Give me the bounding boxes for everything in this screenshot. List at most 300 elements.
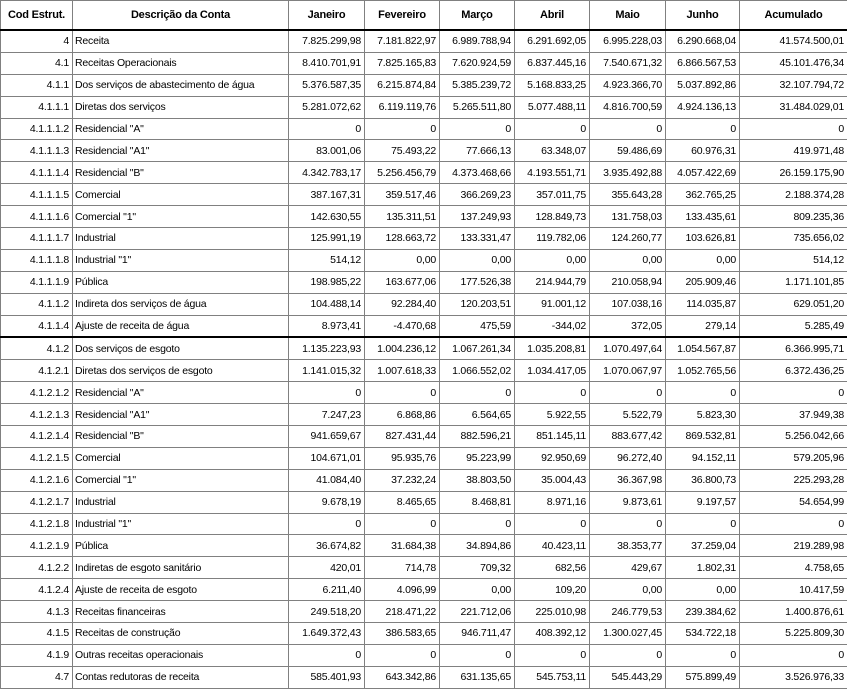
cell-description: Receita (73, 30, 289, 52)
cell-month-value: 5.385.239,72 (440, 74, 515, 96)
cell-month-value: 0,00 (590, 249, 666, 271)
cell-code: 4.1.1.1.9 (1, 271, 73, 293)
cell-month-value: 177.526,38 (440, 271, 515, 293)
cell-month-value: 0 (666, 513, 740, 535)
cell-accumulated: 5.256.042,66 (740, 426, 847, 448)
cell-month-value: 359.517,46 (365, 184, 440, 206)
cell-description: Outras receitas operacionais (73, 644, 289, 666)
cell-month-value: 92.950,69 (515, 447, 590, 469)
cell-accumulated: 0 (740, 513, 847, 535)
cell-month-value: 882.596,21 (440, 426, 515, 448)
cell-month-value: 35.004,43 (515, 469, 590, 491)
cell-month-value: 7.540.671,32 (590, 52, 666, 74)
cell-description: Residencial "A1" (73, 404, 289, 426)
table-row (1, 513, 847, 535)
cell-description: Pública (73, 271, 289, 293)
header-row (1, 1, 847, 31)
cell-description: Residencial "A" (73, 382, 289, 404)
cell-month-value: 75.493,22 (365, 140, 440, 162)
cell-month-value: 0 (515, 513, 590, 535)
cell-description: Residencial "B" (73, 162, 289, 184)
header-abril: Abril (515, 1, 590, 31)
cell-accumulated: 26.159.175,90 (740, 162, 847, 184)
cell-month-value: 5.281.072,62 (289, 96, 365, 118)
cell-month-value: 135.311,51 (365, 206, 440, 228)
cell-month-value: 4.923.366,70 (590, 74, 666, 96)
cell-code: 4.1.2.1.6 (1, 469, 73, 491)
cell-month-value: 95.223,99 (440, 447, 515, 469)
cell-month-value: 5.256.456,79 (365, 162, 440, 184)
cell-month-value: 475,59 (440, 315, 515, 337)
cell-month-value: 366.269,23 (440, 184, 515, 206)
cell-month-value: 41.084,40 (289, 469, 365, 491)
cell-month-value: 631.135,65 (440, 666, 515, 688)
cell-accumulated: 4.758,65 (740, 557, 847, 579)
cell-accumulated: 5.225.809,30 (740, 623, 847, 645)
cell-month-value: 214.944,79 (515, 271, 590, 293)
cell-code: 4.1.1.1.3 (1, 140, 73, 162)
cell-month-value: 0,00 (440, 579, 515, 601)
cell-accumulated: 735.656,02 (740, 228, 847, 250)
cell-month-value: 128.663,72 (365, 228, 440, 250)
cell-month-value: 0 (590, 382, 666, 404)
cell-accumulated: 219.289,98 (740, 535, 847, 557)
cell-month-value: 221.712,06 (440, 601, 515, 623)
cell-month-value: 387.167,31 (289, 184, 365, 206)
cell-code: 4.1.2.1.2 (1, 382, 73, 404)
cell-month-value: 225.010,98 (515, 601, 590, 623)
cell-month-value: 119.782,06 (515, 228, 590, 250)
cell-accumulated: 41.574.500,01 (740, 30, 847, 52)
cell-month-value: 7.825.299,98 (289, 30, 365, 52)
cell-code: 4.1.1.1.8 (1, 249, 73, 271)
cell-month-value: 9.678,19 (289, 491, 365, 513)
cell-month-value: 114.035,87 (666, 293, 740, 315)
cell-accumulated: 2.188.374,28 (740, 184, 847, 206)
cell-month-value: 1.649.372,43 (289, 623, 365, 645)
cell-month-value: 643.342,86 (365, 666, 440, 688)
cell-month-value: 827.431,44 (365, 426, 440, 448)
cell-month-value: 7.620.924,59 (440, 52, 515, 74)
cell-accumulated: 1.400.876,61 (740, 601, 847, 623)
cell-code: 4.1.2.1.5 (1, 447, 73, 469)
cell-month-value: 8.973,41 (289, 315, 365, 337)
table-row (1, 162, 847, 184)
cell-month-value: 40.423,11 (515, 535, 590, 557)
cell-month-value: 107.038,16 (590, 293, 666, 315)
cell-description: Indireta dos serviços de água (73, 293, 289, 315)
cell-accumulated: 514,12 (740, 249, 847, 271)
table-row (1, 579, 847, 601)
cell-month-value: 37.232,24 (365, 469, 440, 491)
cell-month-value: 8.468,81 (440, 491, 515, 513)
cell-description: Comercial "1" (73, 469, 289, 491)
cell-month-value: 133.331,47 (440, 228, 515, 250)
cell-month-value: 0 (590, 644, 666, 666)
cell-month-value: 103.626,81 (666, 228, 740, 250)
cell-month-value: 1.802,31 (666, 557, 740, 579)
cell-month-value: 0,00 (666, 249, 740, 271)
cell-month-value: 7.181.822,97 (365, 30, 440, 52)
header-maio: Maio (590, 1, 666, 31)
cell-description: Dos serviços de esgoto (73, 337, 289, 359)
cell-month-value: 1.135.223,93 (289, 337, 365, 359)
cell-description: Ajuste de receita de esgoto (73, 579, 289, 601)
table-row (1, 118, 847, 140)
cell-month-value: 545.753,11 (515, 666, 590, 688)
cell-month-value: 4.193.551,71 (515, 162, 590, 184)
cell-month-value: 5.168.833,25 (515, 74, 590, 96)
cell-code: 4.1.1.2 (1, 293, 73, 315)
cell-month-value: 534.722,18 (666, 623, 740, 645)
cell-month-value: 0 (365, 644, 440, 666)
cell-description: Indiretas de esgoto sanitário (73, 557, 289, 579)
cell-month-value: 36.800,73 (666, 469, 740, 491)
table-row (1, 360, 847, 382)
cell-code: 4.1.2.2 (1, 557, 73, 579)
cell-code: 4.1.1.1 (1, 96, 73, 118)
cell-month-value: 104.488,14 (289, 293, 365, 315)
cell-accumulated: 0 (740, 382, 847, 404)
cell-month-value: 6.211,40 (289, 579, 365, 601)
cell-month-value: 420,01 (289, 557, 365, 579)
header-junho: Junho (666, 1, 740, 31)
cell-month-value: 709,32 (440, 557, 515, 579)
cell-month-value: 1.034.417,05 (515, 360, 590, 382)
cell-month-value: 7.825.165,83 (365, 52, 440, 74)
cell-description: Industrial (73, 491, 289, 513)
cell-month-value: 4.924.136,13 (666, 96, 740, 118)
table-row (1, 52, 847, 74)
cell-month-value: 0 (515, 644, 590, 666)
table-row (1, 96, 847, 118)
header-fevereiro: Fevereiro (365, 1, 440, 31)
table-row (1, 30, 847, 52)
cell-accumulated: 419.971,48 (740, 140, 847, 162)
cell-month-value: 218.471,22 (365, 601, 440, 623)
cell-month-value: 163.677,06 (365, 271, 440, 293)
cell-month-value: 0 (289, 513, 365, 535)
cell-month-value: 5.077.488,11 (515, 96, 590, 118)
cell-month-value: 1.070.497,64 (590, 337, 666, 359)
cell-code: 4.1.2.1.4 (1, 426, 73, 448)
cell-month-value: 5.922,55 (515, 404, 590, 426)
cell-month-value: 6.868,86 (365, 404, 440, 426)
header-descricao: Descrição da Conta (73, 1, 289, 31)
cell-month-value: 8.465,65 (365, 491, 440, 513)
cell-month-value: 1.054.567,87 (666, 337, 740, 359)
cell-month-value: 1.300.027,45 (590, 623, 666, 645)
cell-month-value: 6.119.119,76 (365, 96, 440, 118)
cell-month-value: 362.765,25 (666, 184, 740, 206)
cell-month-value: -344,02 (515, 315, 590, 337)
cell-description: Ajuste de receita de água (73, 315, 289, 337)
cell-month-value: 0 (289, 644, 365, 666)
cell-code: 4.1.1.4 (1, 315, 73, 337)
cell-month-value: 0 (440, 644, 515, 666)
cell-code: 4 (1, 30, 73, 52)
cell-accumulated: 54.654,99 (740, 491, 847, 513)
cell-month-value: 714,78 (365, 557, 440, 579)
cell-month-value: 9.197,57 (666, 491, 740, 513)
cell-code: 4.1.2 (1, 337, 73, 359)
cell-month-value: 210.058,94 (590, 271, 666, 293)
cell-code: 4.1.2.1.9 (1, 535, 73, 557)
cell-code: 4.1.5 (1, 623, 73, 645)
table-row (1, 469, 847, 491)
cell-month-value: 6.291.692,05 (515, 30, 590, 52)
cell-month-value: 682,56 (515, 557, 590, 579)
cell-description: Industrial (73, 228, 289, 250)
cell-code: 4.1 (1, 52, 73, 74)
table-row (1, 184, 847, 206)
cell-month-value: 386.583,65 (365, 623, 440, 645)
cell-description: Comercial "1" (73, 206, 289, 228)
cell-month-value: 95.935,76 (365, 447, 440, 469)
cell-code: 4.1.9 (1, 644, 73, 666)
cell-month-value: 1.007.618,33 (365, 360, 440, 382)
cell-month-value: 4.816.700,59 (590, 96, 666, 118)
cell-month-value: 355.643,28 (590, 184, 666, 206)
cell-month-value: 77.666,13 (440, 140, 515, 162)
cell-month-value: 429,67 (590, 557, 666, 579)
cell-month-value: 4.057.422,69 (666, 162, 740, 184)
cell-month-value: 8.971,16 (515, 491, 590, 513)
cell-description: Comercial (73, 184, 289, 206)
cell-code: 4.1.2.1.7 (1, 491, 73, 513)
cell-month-value: -4.470,68 (365, 315, 440, 337)
cell-month-value: 83.001,06 (289, 140, 365, 162)
table-row (1, 557, 847, 579)
cell-month-value: 851.145,11 (515, 426, 590, 448)
cell-month-value: 408.392,12 (515, 623, 590, 645)
cell-month-value: 941.659,67 (289, 426, 365, 448)
cell-accumulated: 6.366.995,71 (740, 337, 847, 359)
cell-month-value: 133.435,61 (666, 206, 740, 228)
cell-month-value: 9.873,61 (590, 491, 666, 513)
cell-month-value: 128.849,73 (515, 206, 590, 228)
cell-description: Contas redutoras de receita (73, 666, 289, 688)
cell-month-value: 59.486,69 (590, 140, 666, 162)
cell-month-value: 5.522,79 (590, 404, 666, 426)
cell-accumulated: 225.293,28 (740, 469, 847, 491)
cell-month-value: 0 (365, 382, 440, 404)
cell-month-value: 4.373.468,66 (440, 162, 515, 184)
cell-month-value: 4.342.783,17 (289, 162, 365, 184)
table-row (1, 426, 847, 448)
cell-month-value: 1.004.236,12 (365, 337, 440, 359)
cell-code: 4.1.2.1.3 (1, 404, 73, 426)
cell-month-value: 6.866.567,53 (666, 52, 740, 74)
table-row (1, 382, 847, 404)
table-row (1, 623, 847, 645)
cell-month-value: 0 (440, 118, 515, 140)
cell-month-value: 8.410.701,91 (289, 52, 365, 74)
cell-code: 4.1.1 (1, 74, 73, 96)
cell-code: 4.1.2.4 (1, 579, 73, 601)
table-row (1, 271, 847, 293)
cell-description: Residencial "A1" (73, 140, 289, 162)
cell-description: Receitas Operacionais (73, 52, 289, 74)
cell-month-value: 946.711,47 (440, 623, 515, 645)
cell-month-value: 0 (590, 513, 666, 535)
cell-month-value: 94.152,11 (666, 447, 740, 469)
cell-description: Industrial "1" (73, 249, 289, 271)
cell-month-value: 6.290.668,04 (666, 30, 740, 52)
cell-month-value: 92.284,40 (365, 293, 440, 315)
cell-description: Receitas financeiras (73, 601, 289, 623)
cell-month-value: 36.367,98 (590, 469, 666, 491)
cell-description: Diretas dos serviços (73, 96, 289, 118)
cell-accumulated: 0 (740, 118, 847, 140)
cell-accumulated: 37.949,38 (740, 404, 847, 426)
table-row (1, 74, 847, 96)
cell-month-value: 0 (590, 118, 666, 140)
cell-month-value: 372,05 (590, 315, 666, 337)
cell-month-value: 120.203,51 (440, 293, 515, 315)
table-row (1, 140, 847, 162)
cell-description: Comercial (73, 447, 289, 469)
header-acumulado: Acumulado (740, 1, 847, 31)
table-row (1, 644, 847, 666)
cell-month-value: 31.684,38 (365, 535, 440, 557)
cell-accumulated: 5.285,49 (740, 315, 847, 337)
cell-month-value: 239.384,62 (666, 601, 740, 623)
cell-month-value: 34.894,86 (440, 535, 515, 557)
cell-accumulated: 0 (740, 644, 847, 666)
cell-month-value: 0 (365, 118, 440, 140)
cell-accumulated: 809.235,36 (740, 206, 847, 228)
cell-description: Diretas dos serviços de esgoto (73, 360, 289, 382)
cell-code: 4.1.3 (1, 601, 73, 623)
cell-code: 4.1.2.1.8 (1, 513, 73, 535)
cell-month-value: 0,00 (365, 249, 440, 271)
table-row (1, 228, 847, 250)
header-cod-estrut: Cod Estrut. (1, 1, 73, 31)
cell-month-value: 249.518,20 (289, 601, 365, 623)
cell-code: 4.7 (1, 666, 73, 688)
cell-month-value: 142.630,55 (289, 206, 365, 228)
cell-month-value: 5.823,30 (666, 404, 740, 426)
cell-code: 4.1.2.1 (1, 360, 73, 382)
cell-description: Industrial "1" (73, 513, 289, 535)
header-janeiro: Janeiro (289, 1, 365, 31)
cell-accumulated: 31.484.029,01 (740, 96, 847, 118)
cell-month-value: 1.070.067,97 (590, 360, 666, 382)
cell-month-value: 0 (289, 382, 365, 404)
cell-description: Residencial "B" (73, 426, 289, 448)
cell-month-value: 124.260,77 (590, 228, 666, 250)
cell-month-value: 60.976,31 (666, 140, 740, 162)
cell-month-value: 109,20 (515, 579, 590, 601)
cell-month-value: 125.991,19 (289, 228, 365, 250)
cell-month-value: 279,14 (666, 315, 740, 337)
cell-month-value: 0 (666, 382, 740, 404)
cell-month-value: 63.348,07 (515, 140, 590, 162)
cell-description: Dos serviços de abastecimento de água (73, 74, 289, 96)
cell-month-value: 1.141.015,32 (289, 360, 365, 382)
table-row (1, 601, 847, 623)
cell-month-value: 0,00 (440, 249, 515, 271)
table-row (1, 315, 847, 337)
cell-code: 4.1.1.1.5 (1, 184, 73, 206)
cell-month-value: 1.035.208,81 (515, 337, 590, 359)
cell-month-value: 0 (365, 513, 440, 535)
cell-code: 4.1.1.1.4 (1, 162, 73, 184)
cell-month-value: 0 (515, 118, 590, 140)
cell-accumulated: 579.205,96 (740, 447, 847, 469)
cell-month-value: 6.989.788,94 (440, 30, 515, 52)
table-row (1, 337, 847, 359)
cell-month-value: 0 (440, 513, 515, 535)
table-row (1, 293, 847, 315)
header-marco: Março (440, 1, 515, 31)
cell-accumulated: 45.101.476,34 (740, 52, 847, 74)
cell-code: 4.1.1.1.2 (1, 118, 73, 140)
cell-month-value: 104.671,01 (289, 447, 365, 469)
cell-month-value: 0 (666, 644, 740, 666)
cell-month-value: 0,00 (515, 249, 590, 271)
cell-month-value: 91.001,12 (515, 293, 590, 315)
cell-accumulated: 32.107.794,72 (740, 74, 847, 96)
cell-month-value: 1.066.552,02 (440, 360, 515, 382)
cell-month-value: 545.443,29 (590, 666, 666, 688)
cell-accumulated: 3.526.976,33 (740, 666, 847, 688)
cell-month-value: 357.011,75 (515, 184, 590, 206)
cell-month-value: 0,00 (666, 579, 740, 601)
cell-month-value: 5.376.587,35 (289, 74, 365, 96)
table-row (1, 535, 847, 557)
cell-month-value: 36.674,82 (289, 535, 365, 557)
cell-code: 4.1.1.1.7 (1, 228, 73, 250)
cell-month-value: 869.532,81 (666, 426, 740, 448)
cell-accumulated: 629.051,20 (740, 293, 847, 315)
cell-month-value: 4.096,99 (365, 579, 440, 601)
cell-month-value: 246.779,53 (590, 601, 666, 623)
cell-month-value: 1.067.261,34 (440, 337, 515, 359)
cell-code: 4.1.1.1.6 (1, 206, 73, 228)
cell-month-value: 5.265.511,80 (440, 96, 515, 118)
cell-month-value: 3.935.492,88 (590, 162, 666, 184)
cell-month-value: 6.837.445,16 (515, 52, 590, 74)
cell-month-value: 575.899,49 (666, 666, 740, 688)
cell-month-value: 6.215.874,84 (365, 74, 440, 96)
cell-month-value: 38.803,50 (440, 469, 515, 491)
cell-accumulated: 6.372.436,25 (740, 360, 847, 382)
cell-month-value: 0 (666, 118, 740, 140)
table-row (1, 404, 847, 426)
cell-accumulated: 10.417,59 (740, 579, 847, 601)
cell-month-value: 6.995.228,03 (590, 30, 666, 52)
table-body (1, 30, 847, 688)
cell-description: Residencial "A" (73, 118, 289, 140)
table-row (1, 206, 847, 228)
cell-month-value: 0 (289, 118, 365, 140)
cell-month-value: 137.249,93 (440, 206, 515, 228)
cell-month-value: 205.909,46 (666, 271, 740, 293)
cell-description: Receitas de construção (73, 623, 289, 645)
cell-month-value: 198.985,22 (289, 271, 365, 293)
cell-month-value: 7.247,23 (289, 404, 365, 426)
cell-month-value: 514,12 (289, 249, 365, 271)
cell-month-value: 5.037.892,86 (666, 74, 740, 96)
cell-month-value: 38.353,77 (590, 535, 666, 557)
cell-description: Pública (73, 535, 289, 557)
cell-month-value: 96.272,40 (590, 447, 666, 469)
cell-month-value: 131.758,03 (590, 206, 666, 228)
cell-month-value: 883.677,42 (590, 426, 666, 448)
table-row (1, 249, 847, 271)
